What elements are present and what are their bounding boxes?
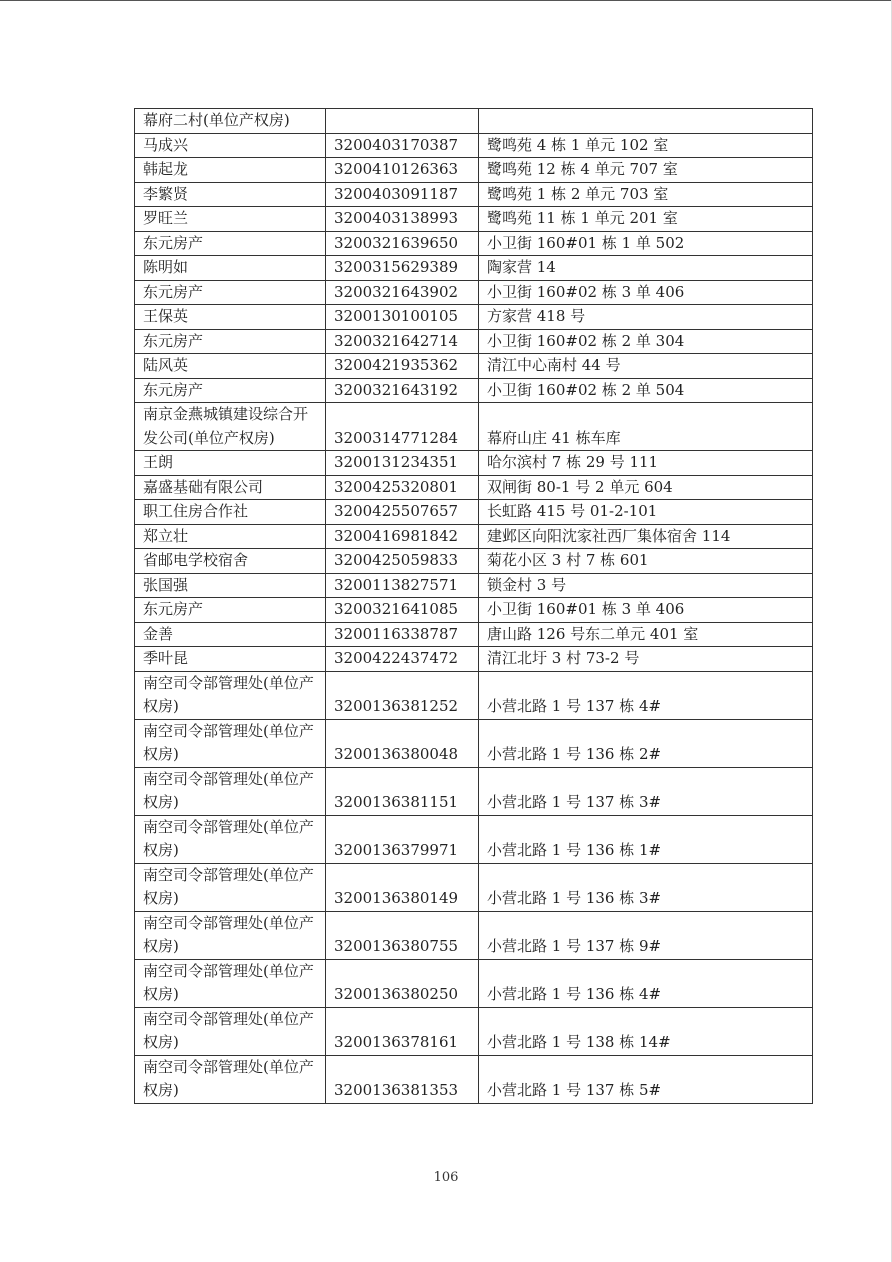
owner-name-cell: 南空司令部管理处(单位产权房) <box>135 1007 326 1055</box>
account-number-cell: 3200136379971 <box>326 815 479 863</box>
account-number-cell: 3200116338787 <box>326 622 479 647</box>
table-row <box>135 451 813 476</box>
owner-name-cell: 罗旺兰 <box>135 207 326 232</box>
address-cell: 鹭鸣苑 12 栋 4 单元 707 室 <box>479 158 813 183</box>
owner-name-cell: 季叶昆 <box>135 647 326 672</box>
address-cell <box>479 109 813 134</box>
owner-name-cell: 东元房产 <box>135 329 326 354</box>
table-row <box>135 671 813 719</box>
owner-name-cell: 王保英 <box>135 305 326 330</box>
account-number-cell: 3200136381151 <box>326 767 479 815</box>
account-number-cell <box>326 109 479 134</box>
table-row <box>135 622 813 647</box>
table-row <box>135 573 813 598</box>
address-cell: 长虹路 415 号 01-2-101 <box>479 500 813 525</box>
owner-name-cell: 南空司令部管理处(单位产权房) <box>135 911 326 959</box>
owner-name-cell: 东元房产 <box>135 231 326 256</box>
account-number-cell: 3200136378161 <box>326 1007 479 1055</box>
owner-name-cell: 韩起龙 <box>135 158 326 183</box>
address-cell: 菊花小区 3 村 7 栋 601 <box>479 549 813 574</box>
owner-name-cell: 王朗 <box>135 451 326 476</box>
address-cell: 小营北路 1 号 137 栋 3# <box>479 767 813 815</box>
owner-name-cell: 张国强 <box>135 573 326 598</box>
table-row <box>135 549 813 574</box>
owner-name-cell: 金善 <box>135 622 326 647</box>
table-row <box>135 719 813 767</box>
address-cell: 小卫街 160#02 栋 3 单 406 <box>479 280 813 305</box>
address-cell: 小营北路 1 号 138 栋 14# <box>479 1007 813 1055</box>
owner-name-cell: 东元房产 <box>135 280 326 305</box>
account-number-cell: 3200136380755 <box>326 911 479 959</box>
account-number-cell: 3200422437472 <box>326 647 479 672</box>
table-row <box>135 524 813 549</box>
owner-name-cell: 南空司令部管理处(单位产权房) <box>135 719 326 767</box>
table-row <box>135 158 813 183</box>
address-cell: 小卫街 160#01 栋 1 单 502 <box>479 231 813 256</box>
owner-name-cell: 南空司令部管理处(单位产权房) <box>135 767 326 815</box>
account-number-cell: 3200314771284 <box>326 403 479 451</box>
address-cell: 鹭鸣苑 11 栋 1 单元 201 室 <box>479 207 813 232</box>
account-number-cell: 3200321643192 <box>326 378 479 403</box>
account-number-cell: 3200425507657 <box>326 500 479 525</box>
owner-name-cell: 李繁贤 <box>135 182 326 207</box>
table-row <box>135 182 813 207</box>
owner-name-cell: 省邮电学校宿舍 <box>135 549 326 574</box>
page-number: 106 <box>433 1170 459 1185</box>
table-row <box>135 959 813 1007</box>
owner-name-cell: 南空司令部管理处(单位产权房) <box>135 815 326 863</box>
address-cell: 双闸街 80-1 号 2 单元 604 <box>479 475 813 500</box>
address-cell: 清江北圩 3 村 73-2 号 <box>479 647 813 672</box>
table-row <box>135 207 813 232</box>
account-number-cell: 3200136380048 <box>326 719 479 767</box>
address-cell: 建邺区向阳沈家社西厂集体宿舍 114 <box>479 524 813 549</box>
table-row <box>135 1007 813 1055</box>
account-number-cell: 3200321643902 <box>326 280 479 305</box>
address-cell: 小营北路 1 号 137 栋 5# <box>479 1055 813 1103</box>
account-number-cell: 3200425320801 <box>326 475 479 500</box>
account-number-cell: 3200410126363 <box>326 158 479 183</box>
owner-name-cell: 马成兴 <box>135 133 326 158</box>
account-number-cell: 3200136381252 <box>326 671 479 719</box>
account-number-cell: 3200403170387 <box>326 133 479 158</box>
account-number-cell: 3200421935362 <box>326 354 479 379</box>
account-number-cell: 3200136381353 <box>326 1055 479 1103</box>
account-number-cell: 3200136380250 <box>326 959 479 1007</box>
account-number-cell: 3200321639650 <box>326 231 479 256</box>
owner-name-cell: 嘉盛基础有限公司 <box>135 475 326 500</box>
address-cell: 小卫街 160#02 栋 2 单 304 <box>479 329 813 354</box>
address-cell: 小营北路 1 号 136 栋 2# <box>479 719 813 767</box>
table-row <box>135 378 813 403</box>
table-row <box>135 280 813 305</box>
address-cell: 哈尔滨村 7 栋 29 号 111 <box>479 451 813 476</box>
address-cell: 小营北路 1 号 136 栋 4# <box>479 959 813 1007</box>
table-row <box>135 647 813 672</box>
address-cell: 唐山路 126 号东二单元 401 室 <box>479 622 813 647</box>
table-row <box>135 403 813 451</box>
page-top-border <box>0 0 892 1</box>
owner-name-cell: 职工住房合作社 <box>135 500 326 525</box>
owner-name-cell: 陆风英 <box>135 354 326 379</box>
address-cell: 小营北路 1 号 137 栋 4# <box>479 671 813 719</box>
address-cell: 清江中心南村 44 号 <box>479 354 813 379</box>
account-number-cell: 3200403138993 <box>326 207 479 232</box>
account-number-cell: 3200403091187 <box>326 182 479 207</box>
address-cell: 小营北路 1 号 136 栋 3# <box>479 863 813 911</box>
records-table-body <box>135 109 813 1104</box>
table-row <box>135 475 813 500</box>
table-row <box>135 500 813 525</box>
account-number-cell: 3200315629389 <box>326 256 479 281</box>
table-row <box>135 109 813 134</box>
account-number-cell: 3200136380149 <box>326 863 479 911</box>
table-row <box>135 911 813 959</box>
table-row <box>135 815 813 863</box>
table-row <box>135 256 813 281</box>
owner-name-cell: 南空司令部管理处(单位产权房) <box>135 863 326 911</box>
address-cell: 锁金村 3 号 <box>479 573 813 598</box>
owner-name-cell: 南空司令部管理处(单位产权房) <box>135 671 326 719</box>
owner-name-cell: 幕府二村(单位产权房) <box>135 109 326 134</box>
account-number-cell: 3200321642714 <box>326 329 479 354</box>
account-number-cell: 3200131234351 <box>326 451 479 476</box>
owner-name-cell: 东元房产 <box>135 378 326 403</box>
account-number-cell: 3200130100105 <box>326 305 479 330</box>
table-row <box>135 1055 813 1103</box>
owner-name-cell: 陈明如 <box>135 256 326 281</box>
address-cell: 小卫街 160#01 栋 3 单 406 <box>479 598 813 623</box>
table-row <box>135 354 813 379</box>
owner-name-cell: 郑立壮 <box>135 524 326 549</box>
table-row <box>135 863 813 911</box>
address-cell: 小卫街 160#02 栋 2 单 504 <box>479 378 813 403</box>
account-number-cell: 3200425059833 <box>326 549 479 574</box>
table-row <box>135 329 813 354</box>
address-cell: 陶家营 14 <box>479 256 813 281</box>
address-cell: 幕府山庄 41 栋车库 <box>479 403 813 451</box>
address-cell: 小营北路 1 号 136 栋 1# <box>479 815 813 863</box>
address-cell: 方家营 418 号 <box>479 305 813 330</box>
table-row <box>135 231 813 256</box>
address-cell: 鹭鸣苑 4 栋 1 单元 102 室 <box>479 133 813 158</box>
records-table <box>134 108 813 1104</box>
address-cell: 小营北路 1 号 137 栋 9# <box>479 911 813 959</box>
owner-name-cell: 南京金燕城镇建设综合开发公司(单位产权房) <box>135 403 326 451</box>
owner-name-cell: 南空司令部管理处(单位产权房) <box>135 1055 326 1103</box>
table-row <box>135 133 813 158</box>
account-number-cell: 3200416981842 <box>326 524 479 549</box>
account-number-cell: 3200321641085 <box>326 598 479 623</box>
account-number-cell: 3200113827571 <box>326 573 479 598</box>
owner-name-cell: 东元房产 <box>135 598 326 623</box>
table-row <box>135 305 813 330</box>
owner-name-cell: 南空司令部管理处(单位产权房) <box>135 959 326 1007</box>
address-cell: 鹭鸣苑 1 栋 2 单元 703 室 <box>479 182 813 207</box>
table-row <box>135 767 813 815</box>
table-row <box>135 598 813 623</box>
